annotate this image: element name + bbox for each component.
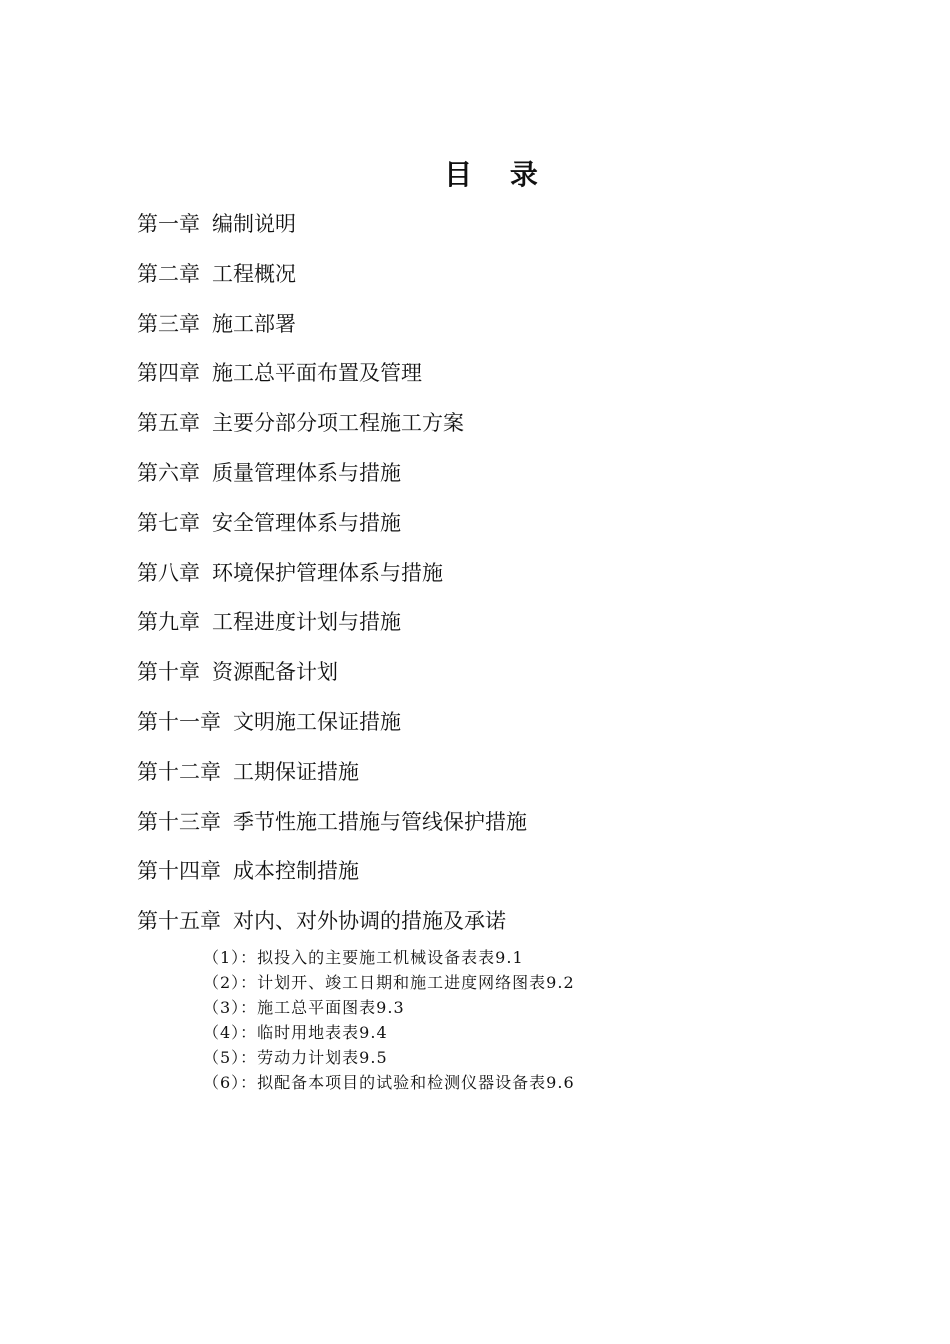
table-list-item: （2）：计划开、竣工日期和施工进度网络图表9.2 xyxy=(203,973,575,992)
chapter-item xyxy=(137,853,527,903)
chapter-title: 施工总平面布置及管理 xyxy=(212,361,422,386)
chapter-item xyxy=(137,555,527,605)
chapter-title: 文明施工保证措施 xyxy=(233,709,401,734)
table-list-item: （3）：施工总平面图表9.3 xyxy=(203,998,405,1017)
chapter-title: 环境保护管理体系与措施 xyxy=(212,560,443,585)
chapter-number: 第十五章 xyxy=(137,909,221,934)
table-list-item: （6）：拟配备本项目的试验和检测仪器设备表9.6 xyxy=(203,1073,575,1092)
chapter-title: 编制说明 xyxy=(212,212,296,236)
toc-title: 目 录 xyxy=(444,158,552,191)
chapter-number: 第四章 xyxy=(137,361,200,386)
chapter-item xyxy=(137,306,527,356)
chapter-number: 第五章 xyxy=(137,411,200,436)
chapter-title: 施工部署 xyxy=(212,311,296,336)
chapter-number: 第七章 xyxy=(137,510,200,535)
chapter-title: 成本控制措施 xyxy=(233,859,359,884)
chapter-title: 资源配备计划 xyxy=(212,660,338,685)
table-list-item: （4）：临时用地表表9.4 xyxy=(203,1023,388,1042)
chapter-item xyxy=(137,405,527,455)
table-list xyxy=(203,945,575,1095)
chapter-number: 第六章 xyxy=(137,460,200,485)
chapter-item xyxy=(137,505,527,555)
chapter-item xyxy=(137,455,527,505)
chapter-number: 第十四章 xyxy=(137,859,221,884)
table-list-item: （1）：拟投入的主要施工机械设备表表9.1 xyxy=(203,948,524,967)
chapter-title: 工期保证措施 xyxy=(233,759,359,784)
chapter-item xyxy=(137,256,527,306)
chapter-title: 对内、对外协调的措施及承诺 xyxy=(233,909,506,934)
chapter-item xyxy=(137,604,527,654)
table-list-item: （5）：劳动力计划表9.5 xyxy=(203,1048,388,1067)
chapter-number: 第一章 xyxy=(137,212,200,236)
chapter-item xyxy=(137,654,527,704)
chapter-title: 季节性施工措施与管线保护措施 xyxy=(233,809,527,834)
chapter-list xyxy=(137,206,527,953)
chapter-number: 第八章 xyxy=(137,560,200,585)
chapter-title: 质量管理体系与措施 xyxy=(212,460,401,485)
chapter-item xyxy=(137,754,527,804)
chapter-item xyxy=(137,704,527,754)
chapter-number: 第十一章 xyxy=(137,709,221,734)
chapter-number: 第二章 xyxy=(137,261,200,286)
chapter-title: 工程概况 xyxy=(212,261,296,286)
chapter-number: 第十章 xyxy=(137,660,200,685)
chapter-title: 主要分部分项工程施工方案 xyxy=(212,411,464,436)
chapter-number: 第九章 xyxy=(137,610,200,635)
chapter-item xyxy=(137,804,527,854)
chapter-title: 工程进度计划与措施 xyxy=(212,610,401,635)
chapter-item xyxy=(137,355,527,405)
chapter-number: 第十三章 xyxy=(137,809,221,834)
chapter-title: 安全管理体系与措施 xyxy=(212,510,401,535)
chapter-number: 第十二章 xyxy=(137,759,221,784)
chapter-item xyxy=(137,206,527,256)
chapter-number: 第三章 xyxy=(137,311,200,336)
